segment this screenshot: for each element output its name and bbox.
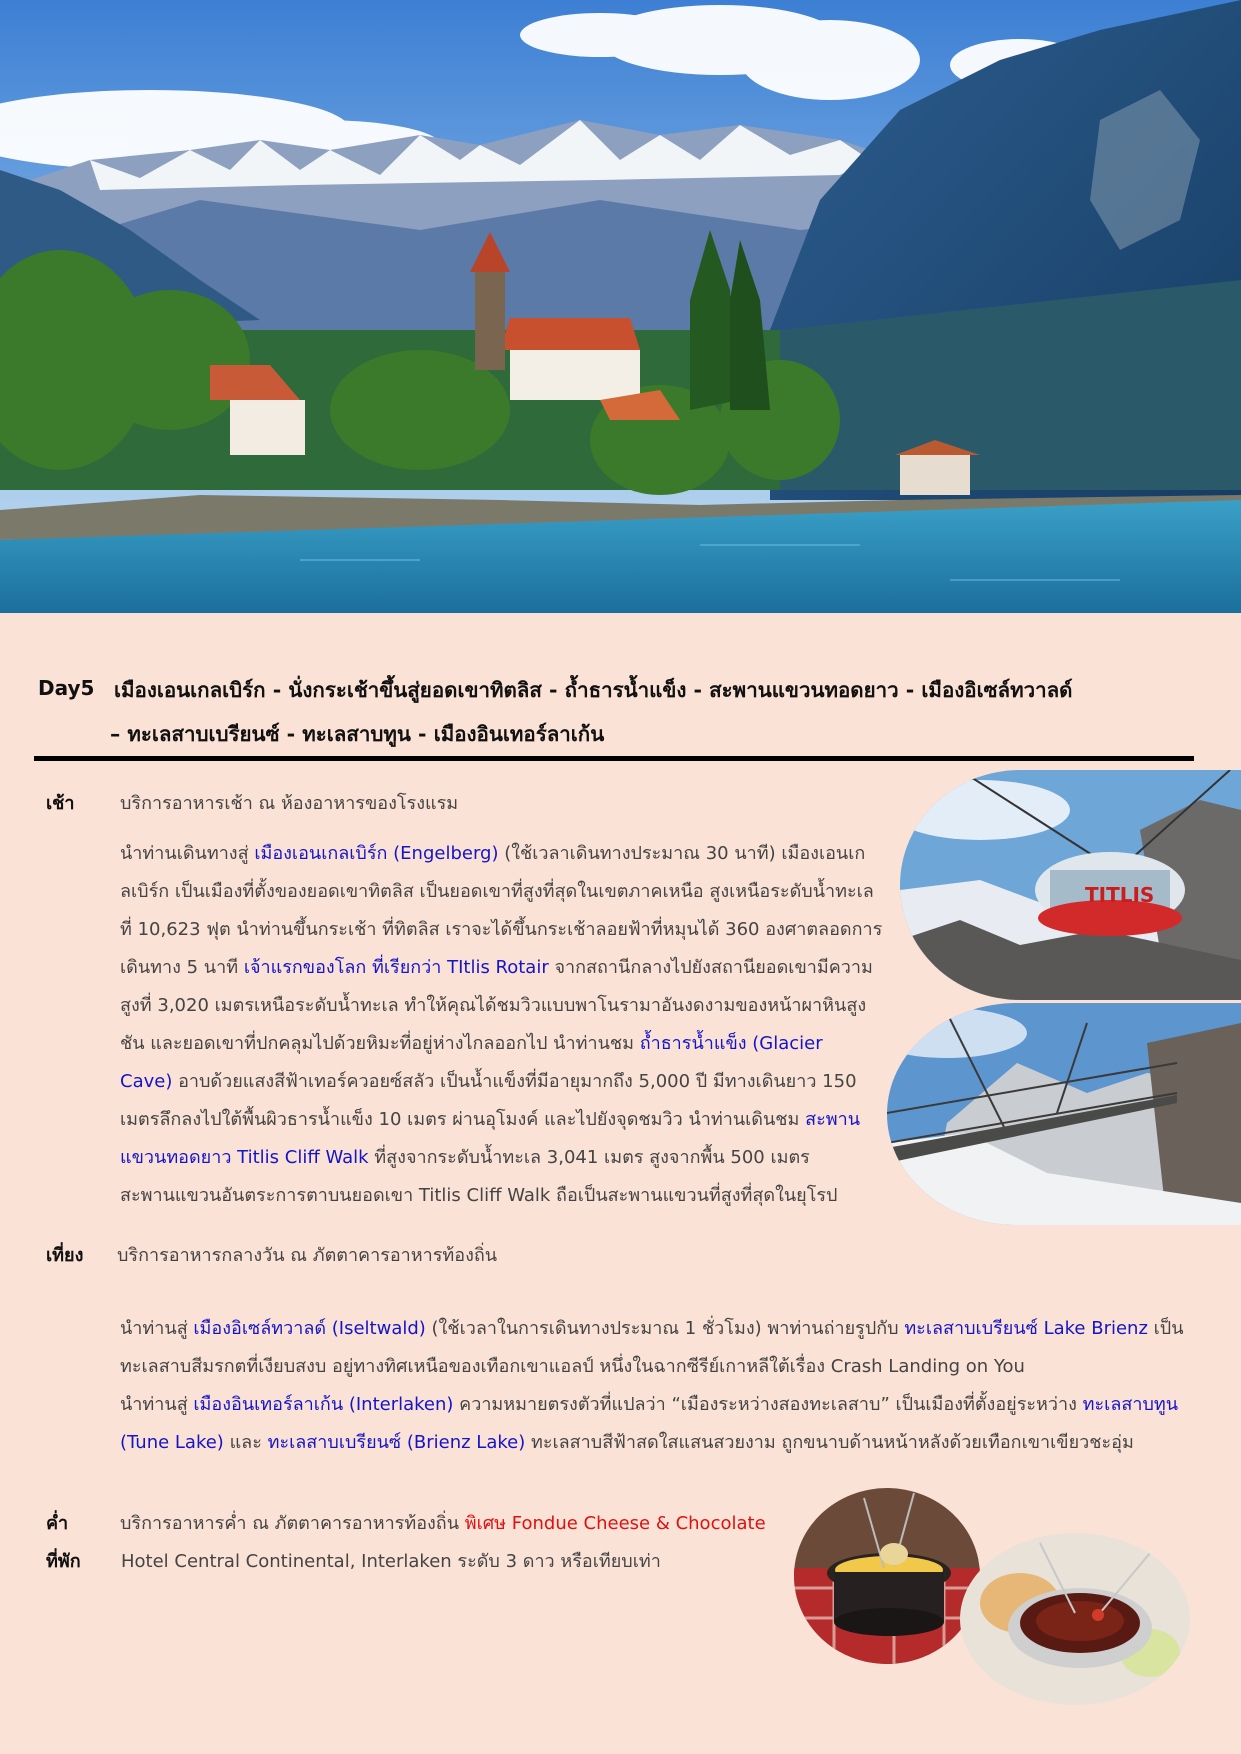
para-line: เมตรลึกลงไปใต้พื้นผิวธารน้ำแข็ง 10 เมตร ผ่านอุโมงค์ และไปยังจุดชมวิว นำท่านเดินชม สะพาน xyxy=(120,1109,861,1130)
para-line: Cave) อาบด้วยแสงสีฟ้าเทอร์ควอยซ์สลัว เป็นน้ำแข็งที่มีอายุมากถึง 5,000 ปี มีทางเดินยาว 150 xyxy=(120,1071,857,1092)
hotel-text: Hotel Central Continental, Interlaken ระดับ 3 ดาว หรือเทียบเท่า xyxy=(121,1551,661,1572)
brienz-lake-highlight: ทะเลสาบเบรียนซ์ (Brienz Lake) xyxy=(267,1432,526,1453)
titlis-rotair-highlight: เจ้าแรกของโลก ที่เรียกว่า TItlis Rotair xyxy=(243,957,549,978)
cliff-walk-photo xyxy=(887,1003,1241,1225)
dinner-text: บริการอาหารค่ำ ณ ภัตตาคารอาหารท้องถิ่น พิเศษ Fondue Cheese & Chocolate xyxy=(120,1513,766,1534)
para-line: ลเบิร์ก เป็นเมืองที่ตั้งของยอดเขาทิตลิส เป็นยอดเขาที่สูงที่สุดในเขตภาคเหนือ สูงเหนือระดับน้ำทะเล xyxy=(120,881,874,902)
para-line: นำท่านสู่ เมืองอินเทอร์ลาเก้น (Interlaken) ความหมายตรงตัวที่แปลว่า “เมืองระหว่างสองทะเลสาบ” เป็นเมืองที่ตั้งอยู่ระหว่าง ทะเลสาบทูน xyxy=(120,1394,1179,1415)
para-line: แขวนทอดยาว Titlis Cliff Walk ที่สูงจากระดับน้ำทะเล 3,041 เมตร สูงจากพื้น 500 เมตร xyxy=(120,1147,810,1168)
chocolate-fondue-photo xyxy=(960,1533,1190,1705)
day-title-line-1: เมืองเอนเกลเบิร์ก - นั่งกระเช้าขึ้นสู่ยอดเขาทิตลิส - ถ้ำธารน้ำแข็ง - สะพานแขวนทอดยาว - เมืองอิเซล์ทวาลด์ xyxy=(114,678,1073,702)
para-line: นำท่านสู่ เมืองอิเซล์ทวาลด์ (Iseltwald) (ใช้เวลาในการเดินทางประมาณ 1 ชั่วโมง) พาท่านถ่ายรูปกับ ทะเลสาบเบรียนซ์ Lake Brienz เป็น xyxy=(120,1318,1184,1339)
afternoon-paragraph xyxy=(120,1310,1210,1462)
day-title-line-2: – ทะเลสาบเบรียนซ์ - ทะเลสาบทูน - เมืองอินเทอร์ลาเก้น xyxy=(110,722,605,746)
titlis-sign: TITLIS xyxy=(1085,883,1155,907)
iseltwald-highlight: เมืองอิเซล์ทวาลด์ (Iseltwald) xyxy=(193,1318,426,1339)
lunch-label: เที่ยง xyxy=(46,1245,84,1266)
para-line: ชัน และยอดเขาที่ปกคลุมไปด้วยหิมะที่อยู่ห่างไกลออกไป นำท่านชม ถ้ำธารน้ำแข็ง (Glacier xyxy=(120,1033,823,1054)
hotel-label: ที่พัก xyxy=(46,1551,81,1572)
para-line: สะพานแขวนอันตระการตาบนยอดเขา Titlis Cliff Walk ถือเป็นสะพานแขวนที่สูงที่สุดในยุโรป xyxy=(120,1185,838,1206)
day-number: Day5 xyxy=(38,676,95,700)
para-line: เดินทาง 5 นาที เจ้าแรกของโลก ที่เรียกว่า TItlis Rotair จากสถานีกลางไปยังสถานียอดเขามีความ xyxy=(120,957,873,978)
engelberg-highlight: เมืองเอนเกลเบิร์ก (Engelberg) xyxy=(254,843,499,864)
glacier-cave-highlight: ถ้ำธารน้ำแข็ง (Glacier xyxy=(639,1033,823,1054)
titlis-rotair-photo xyxy=(900,770,1241,1000)
dinner-label: ค่ำ xyxy=(46,1513,69,1534)
para-line: นำท่านเดินทางสู่ เมืองเอนเกลเบิร์ก (Engelberg) (ใช้เวลาเดินทางประมาณ 30 นาที) เมืองเอนเก xyxy=(120,843,866,864)
cheese-fondue-photo xyxy=(794,1488,980,1664)
heading-divider xyxy=(34,756,1194,761)
interlaken-highlight: เมืองอินเทอร์ลาเก้น (Interlaken) xyxy=(193,1394,454,1415)
cliff-walk-highlight: สะพาน xyxy=(805,1109,861,1130)
hero-lake-town-image xyxy=(0,0,1241,613)
day-title xyxy=(110,668,1214,756)
para-line: (Tune Lake) และ ทะเลสาบเบรียนซ์ (Brienz Lake) ทะเลสาบสีฟ้าสดใสแสนสวยงาม ถูกขนาบด้านหน้าหลังด้วยเทือกเขาเขียวชะอุ่ม xyxy=(120,1432,1134,1453)
para-line: ที่ 10,623 ฟุต นำท่านขึ้นกระเช้า ที่ทิตลิส เราจะได้ขึ้นกระเช้าลอยฟ้าที่หมุนได้ 360 องศาตลอดการ xyxy=(120,919,883,940)
lunch-text: บริการอาหารกลางวัน ณ ภัตตาคารอาหารท้องถิ่น xyxy=(117,1245,498,1266)
lake-brienz-highlight: ทะเลสาบเบรียนซ์ Lake Brienz xyxy=(904,1318,1148,1339)
morning-paragraph xyxy=(120,835,885,1215)
para-line: สูงที่ 3,020 เมตรเหนือระดับน้ำทะเล ทำให้คุณได้ชมวิวแบบพาโนรามาอันงดงามของหน้าผาหินสูง xyxy=(120,995,867,1016)
lake-thun-highlight: ทะเลสาบทูน xyxy=(1082,1394,1179,1415)
breakfast-text: บริการอาหารเช้า ณ ห้องอาหารของโรงแรม xyxy=(120,793,459,814)
breakfast-label: เช้า xyxy=(46,793,75,814)
fondue-special: พิเศษ Fondue Cheese & Chocolate xyxy=(464,1513,766,1534)
para-line: ทะเลสาบสีมรกตที่เงียบสงบ อยู่ทางทิศเหนือของเทือกเขาแอลป์ หนึ่งในฉากซีรีย์เกาหลีใต้เรื่อง Crash Landing on You xyxy=(120,1356,1025,1377)
